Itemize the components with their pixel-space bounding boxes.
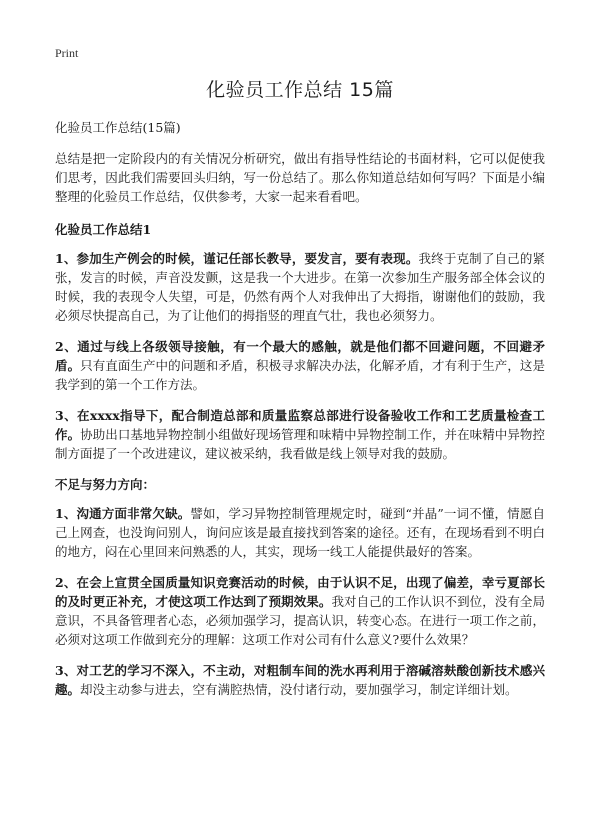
item-body: 我对自己的工作认识不到位，没有全局意识，不具备管理者心态，必须加强学习，提高认识，转变心态。在进行一项工作之前，必须对这项工作做到充分的理解：这项工作对公司有什么意义?要什么效果？ (55, 594, 545, 647)
item-body: 却没主动参与进去，空有满腔热情，没付诸行动，要加强学习，制定详细计划。 (80, 682, 518, 697)
document-subtitle: 化验员工作总结(15篇) (55, 120, 181, 135)
document-title: 化验员工作总结 15篇 (206, 79, 394, 101)
item-lead: 1、沟通方面非常欠缺。 (55, 506, 191, 521)
item-lead: 3、对工艺的学习不深入，不主动，对粗制车间的洗水再利用于溶碱溶麸酸创新技术感兴趣。 (55, 663, 545, 697)
item-lead: 1、参加生产例会的时候，谨记任部长教导，要发言，要有表现。 (55, 251, 419, 266)
list-item (55, 504, 545, 561)
list-item (55, 249, 545, 325)
item-body: 譬如，学习异物控制管理规定时，碰到“并晶”一词不懂，情愿自己上网查，也没询问别人，询问应该是最直接找到答案的途径。还有，在现场看到不明白的地方，闷在心里回来问熟悉的人，其实，现场一线工人能提供最好的答案。 (55, 506, 545, 559)
list-item (55, 661, 545, 699)
item-body: 协助出口基地异物控制小组做好现场管理和味精中异物控制工作，并在味精中异物控制方面提了一个改进建议，建议被采纳，我看做是线上领导对我的鼓励。 (55, 427, 545, 461)
intro-paragraph: 总结是把一定阶段内的有关情况分析研究，做出有指导性结论的书面材料，它可以促使我们思考，因此我们需要回头归纳，写一份总结了。那么你知道总结如何写吗？下面是小编整理的化验员工作总结，仅供参考，大家一起来看看吧。 (55, 151, 545, 204)
item-lead: 3、在xxxx指导下，配合制造总部和质量监察总部进行设备验收工作和工艺质量检查工作。 (55, 408, 545, 442)
section-heading-summary-1: 化验员工作总结1 (55, 222, 152, 237)
print-label[interactable]: Print (55, 46, 79, 60)
item-body: 我终于克制了自己的紧张，发言的时候，声音没发颤，这是我一个大进步。在第一次参加生产服务部全体会议的时候，我的表现令人失望，可是，仍然有两个人对我伸出了大拇指，谢谢他们的鼓励，我必须尽快提高自己，为了让他们的拇指竖的理直气壮，我也必须努力。 (55, 251, 545, 323)
list-item (55, 573, 545, 649)
list-item (55, 406, 545, 463)
list-item (55, 337, 545, 394)
section-heading-shortcomings: 不足与努力方向： (55, 477, 156, 492)
item-lead: 2、在会上宣贯全国质量知识竞赛活动的时候，由于认识不足，出现了偏差，幸亏夏部长的及时更正补充，才使这项工作达到了预期效果。 (55, 575, 545, 609)
item-body: 只有直面生产中的问题和矛盾，积极寻求解决办法，化解矛盾，才有利于生产，这是我学到的第一个工作方法。 (55, 358, 545, 392)
item-lead: 2、通过与线上各级领导接触，有一个最大的感触，就是他们都不回避问题，不回避矛盾。 (55, 339, 545, 373)
